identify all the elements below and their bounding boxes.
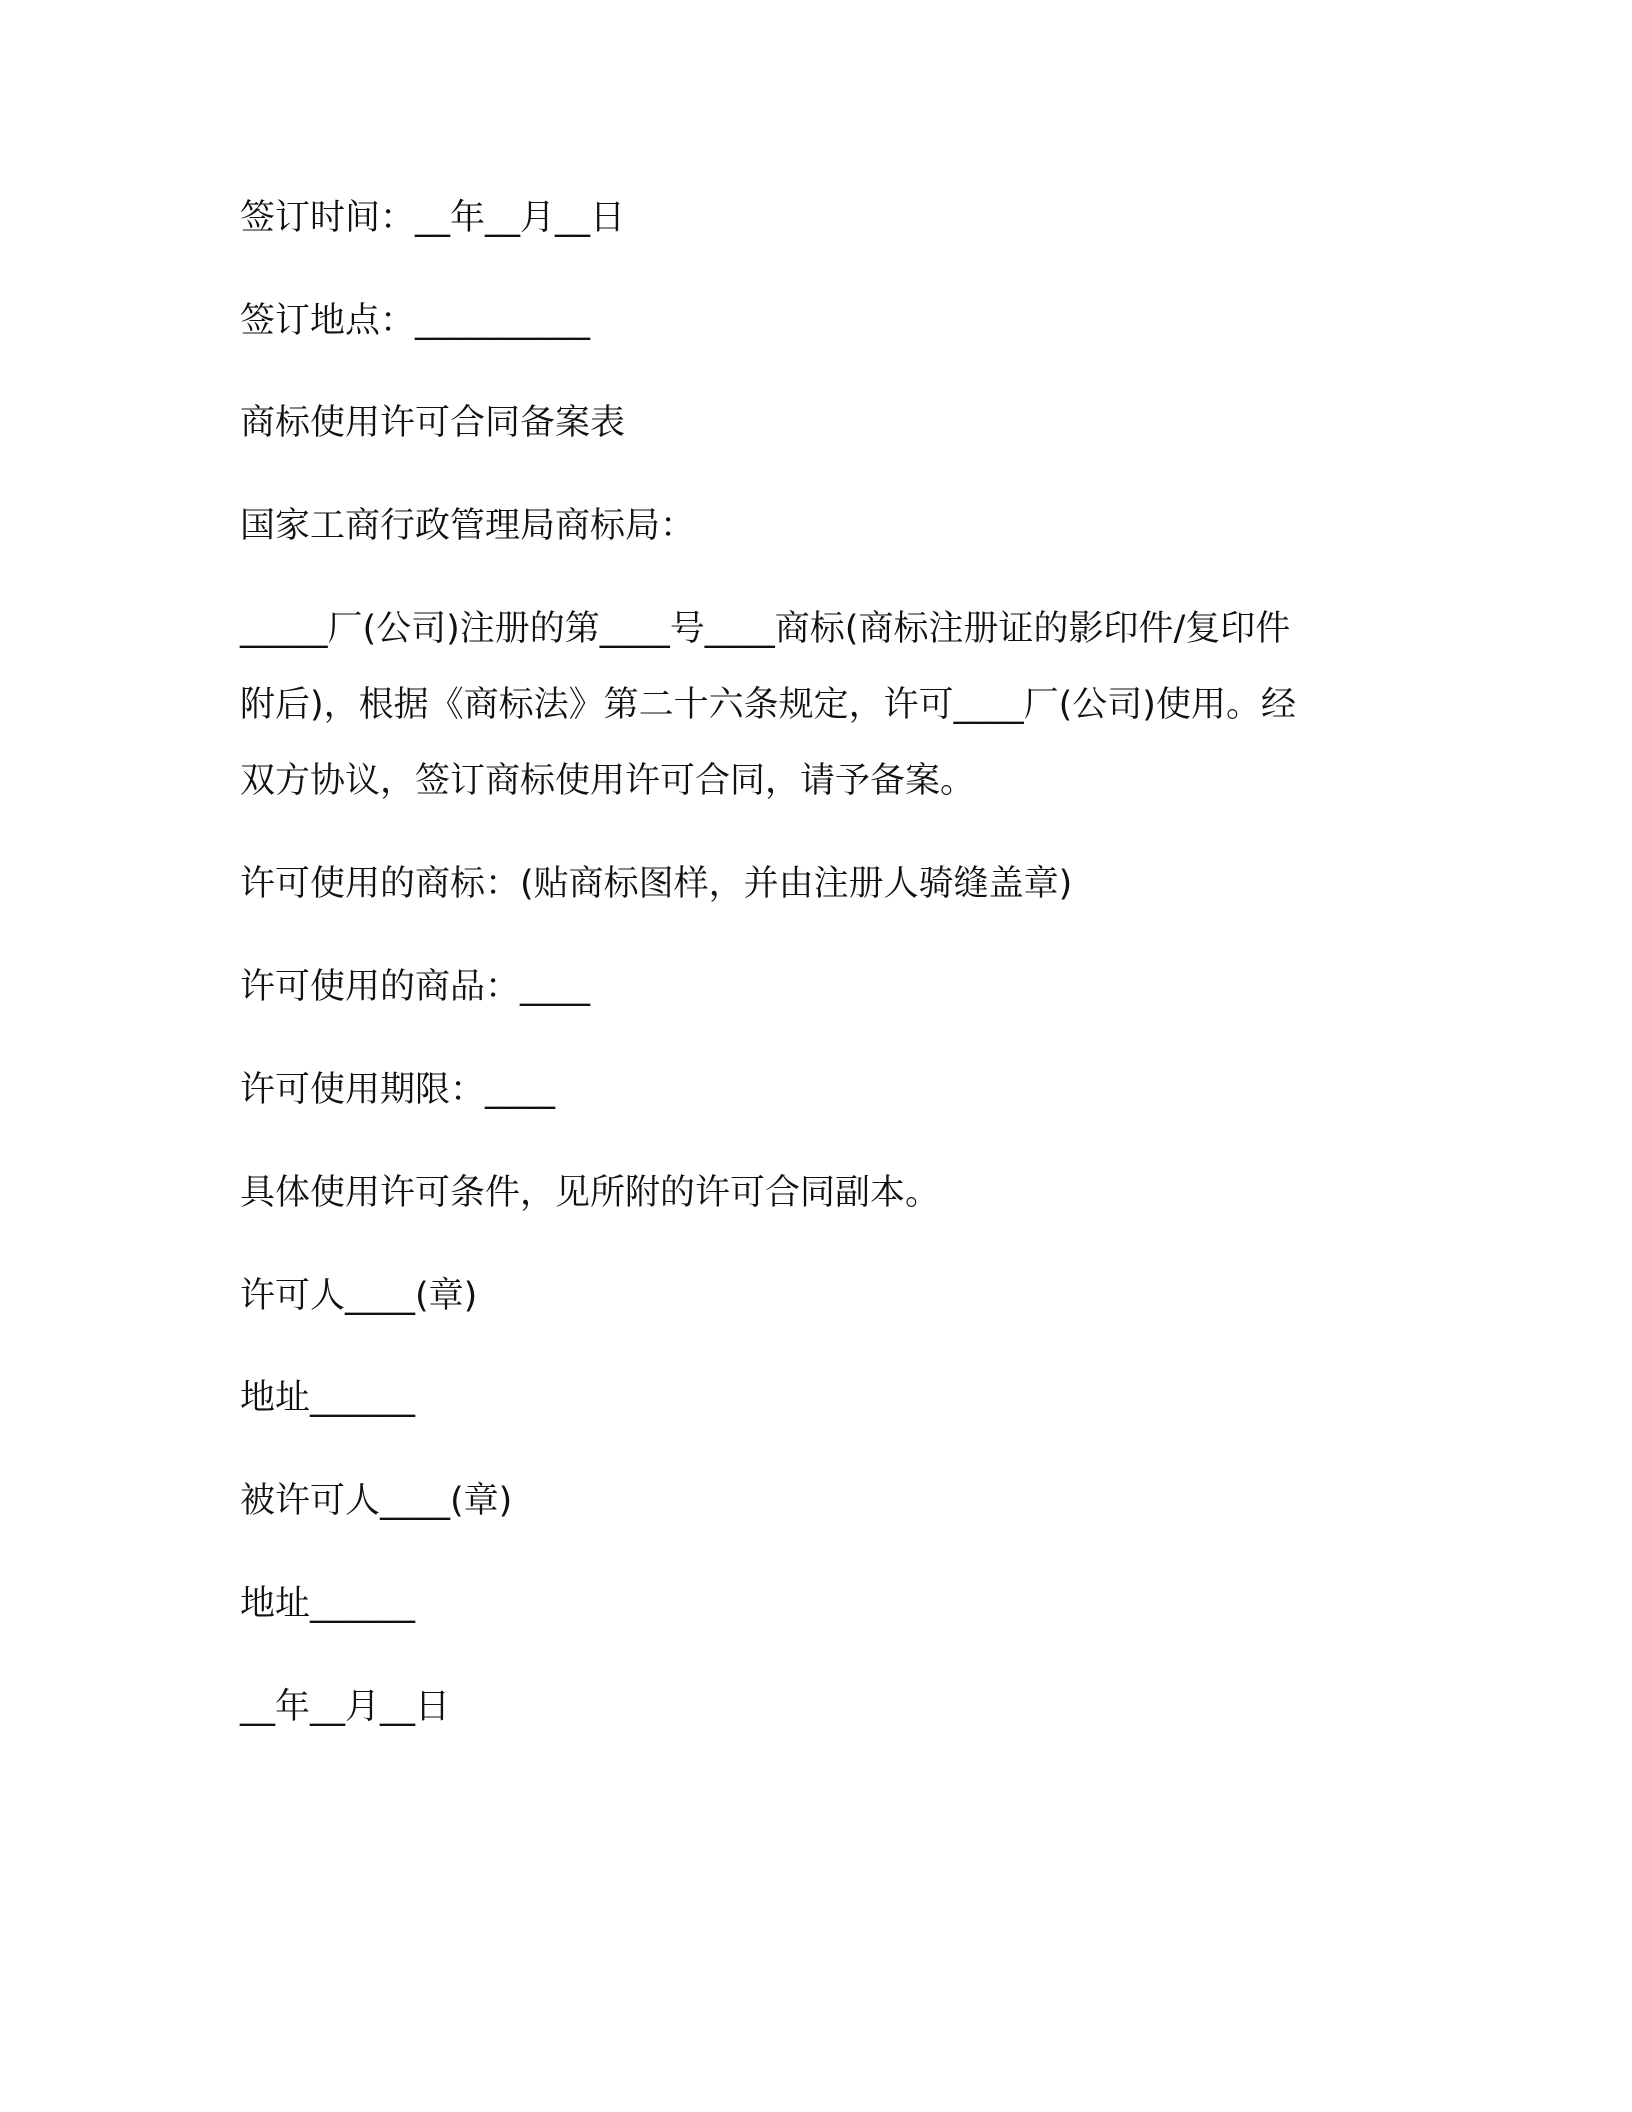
licensed-goods: 许可使用的商品：____ <box>240 967 591 1007</box>
addressee: 国家工商行政管理局商标局： <box>240 506 696 546</box>
conditions-note: 具体使用许可条件，见所附的许可合同副本。 <box>240 1173 941 1213</box>
date-line: __年__月__日 <box>240 1687 451 1727</box>
licensor-address: 地址______ <box>240 1378 416 1418</box>
signing-place: 签订地点：__________ <box>240 301 591 341</box>
form-title: 商标使用许可合同备案表 <box>240 403 626 443</box>
licensor: 许可人____(章) <box>240 1276 478 1316</box>
licensee: 被许可人____(章) <box>240 1481 513 1521</box>
licensed-trademark: 许可使用的商标：(贴商标图样，并由注册人骑缝盖章) <box>240 864 1073 904</box>
license-term: 许可使用期限：____ <box>240 1070 556 1110</box>
body-line-1: _____厂(公司)注册的第____号____商标(商标注册证的影印件/复印件 <box>240 609 1291 649</box>
licensee-address: 地址______ <box>240 1584 416 1624</box>
body-line-3: 双方协议，签订商标使用许可合同，请予备案。 <box>240 761 976 801</box>
body-line-2: 附后)，根据《商标法》第二十六条规定，许可____厂(公司)使用。经 <box>240 685 1296 725</box>
signing-time: 签订时间：__年__月__日 <box>240 198 626 238</box>
